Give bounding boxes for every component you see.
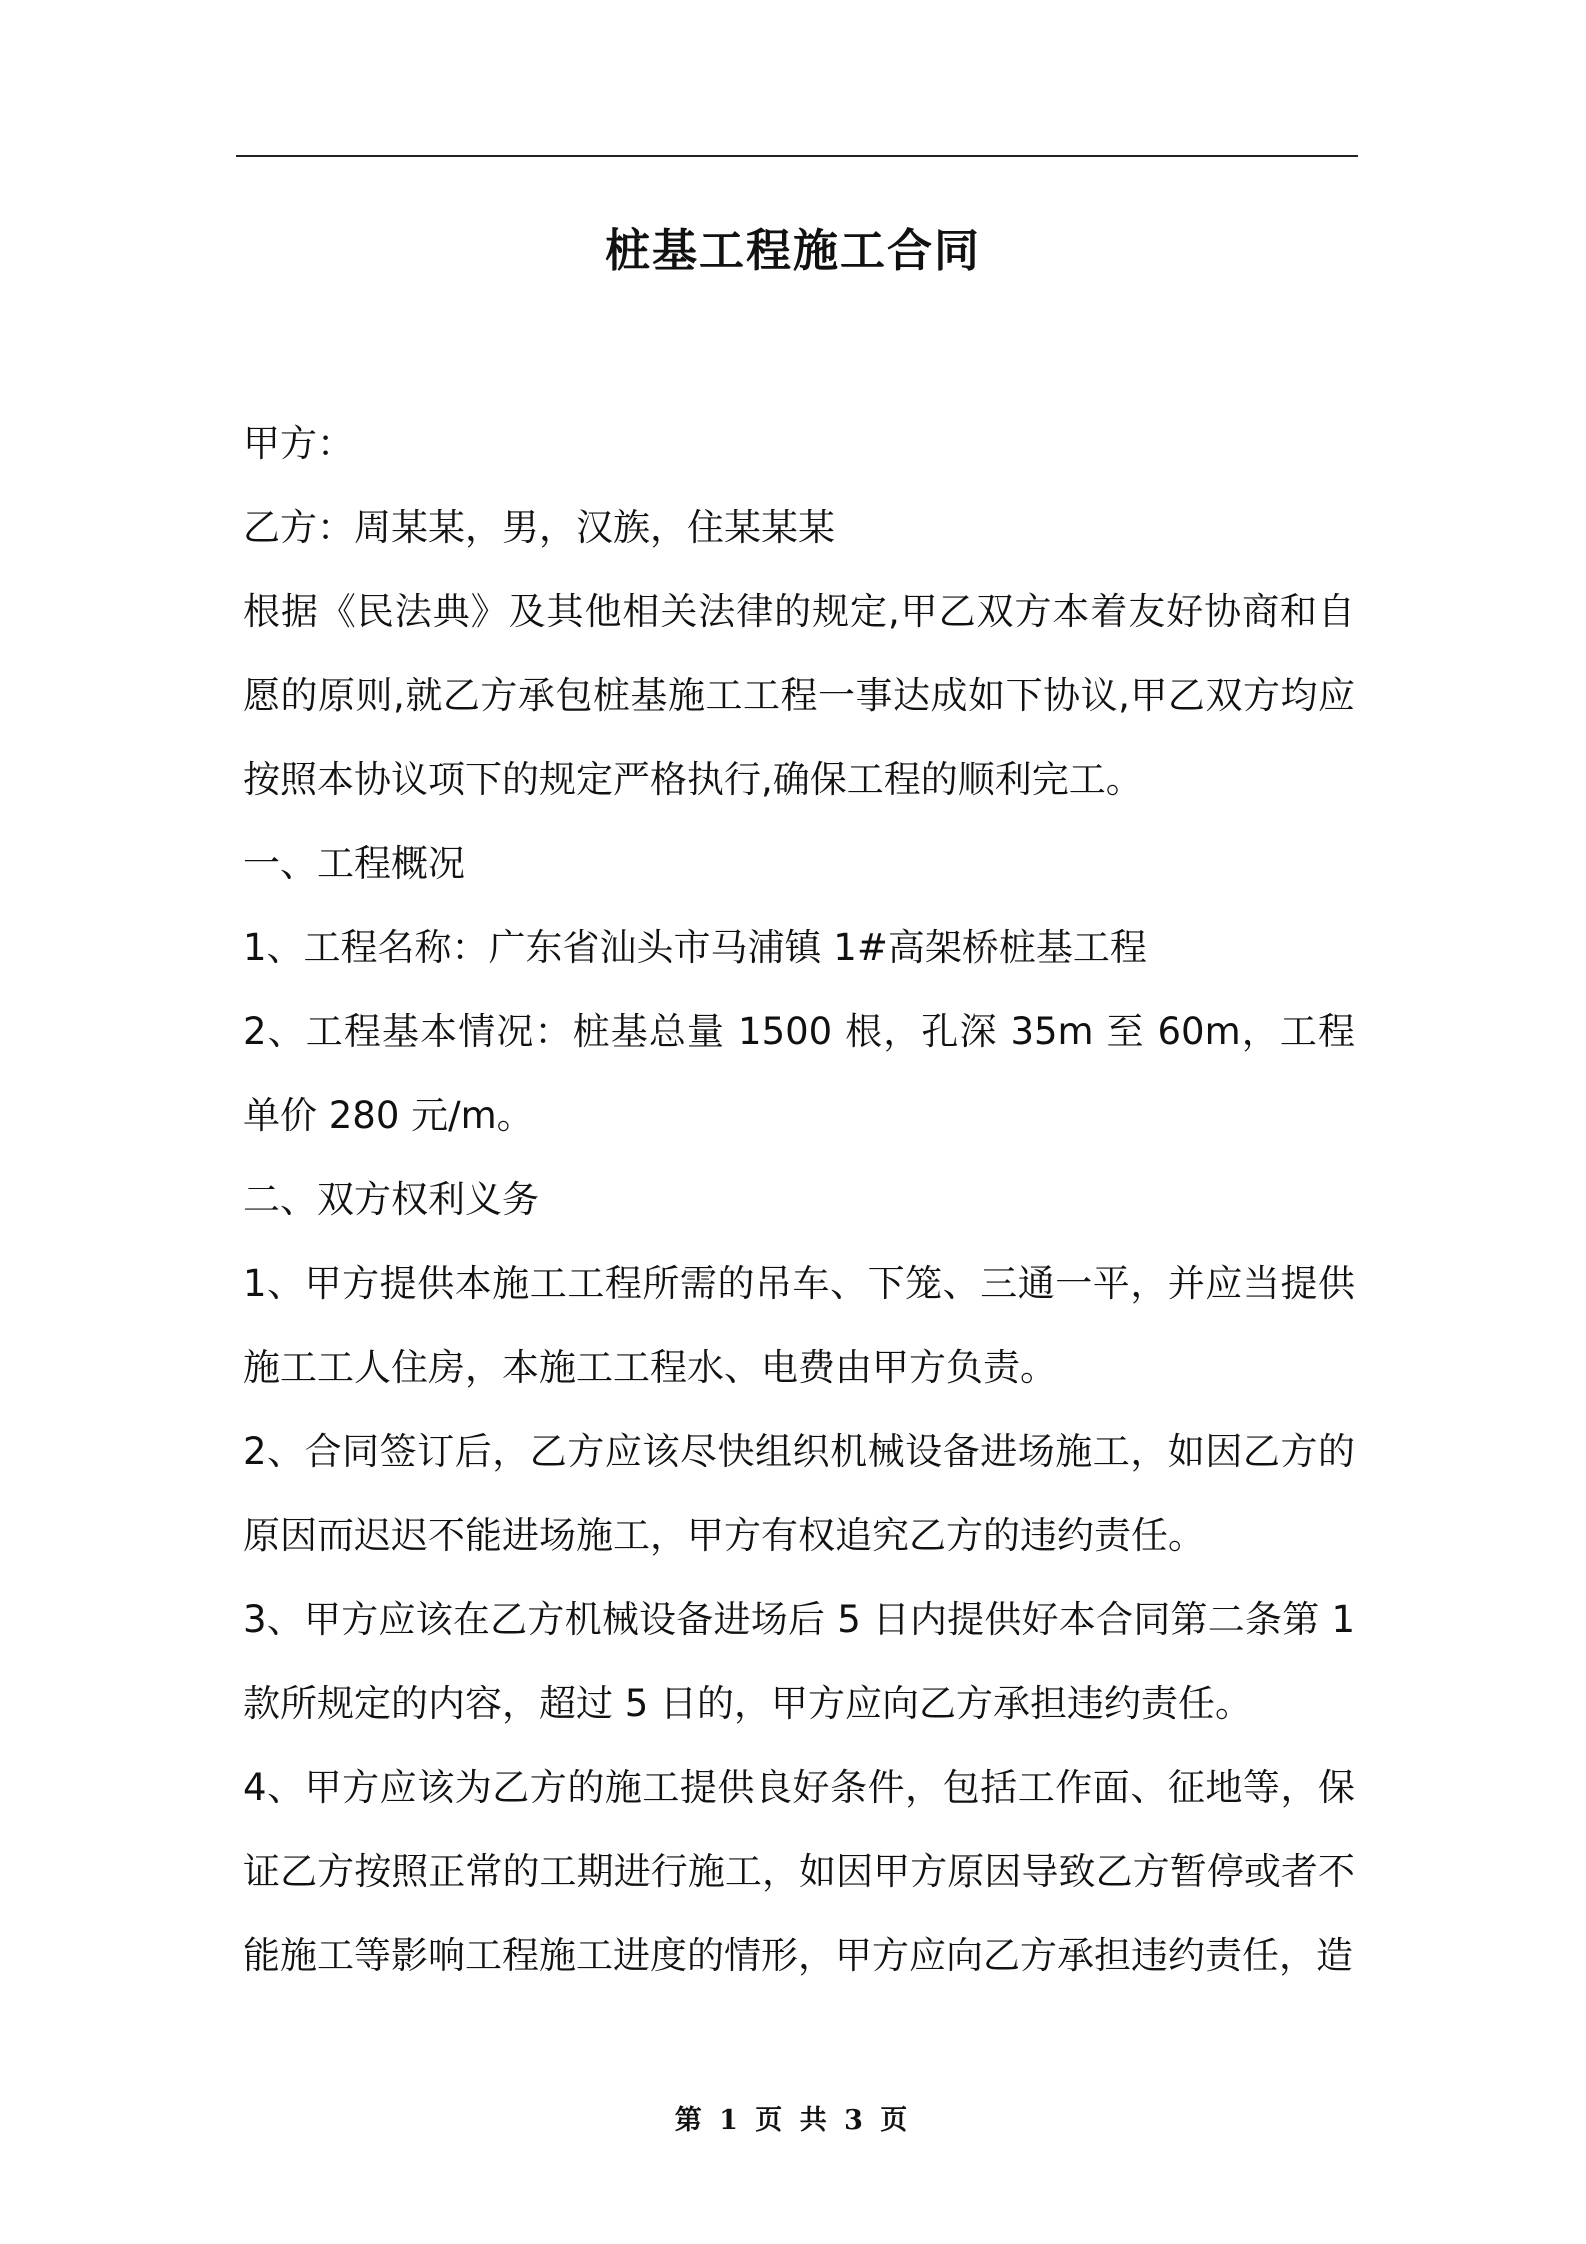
section-heading-rights: 二、双方权利义务 xyxy=(243,1178,539,1221)
header-rule xyxy=(236,155,1358,157)
clause-2-1: 1、甲方提供本施工工程所需的吊车、下笼、三通一平，并应当提供施工工人住房，本施工工程水、电费由甲方负责。 xyxy=(243,1262,1355,1389)
clause-2-2: 2、合同签订后，乙方应该尽快组织机械设备进场施工，如因乙方的原因而迟迟不能进场施工，甲方有权追究乙方的违约责任。 xyxy=(243,1430,1355,1557)
party-a-line: 甲方： xyxy=(243,422,354,465)
page-number-footer: 第 1 页 共 3 页 xyxy=(674,2105,912,2136)
section-heading-overview: 一、工程概况 xyxy=(243,842,465,885)
clause-1-2: 2、工程基本情况：桩基总量 1500 根，孔深 35m 至 60m，工程单价 280 元/m。 xyxy=(243,1010,1355,1137)
preamble-paragraph: 根据《民法典》及其他相关法律的规定,甲乙双方本着友好协商和自愿的原则,就乙方承包桩基施工工程一事达成如下协议,甲乙双方均应按照本协议项下的规定严格执行,确保工程的顺利完工。 xyxy=(243,590,1355,801)
document-body xyxy=(243,402,1355,1998)
clause-2-3: 3、甲方应该在乙方机械设备进场后 5 日内提供好本合同第二条第 1 款所规定的内容，超过 5 日的，甲方应向乙方承担违约责任。 xyxy=(243,1598,1355,1725)
clause-1-1: 1、工程名称：广东省汕头市马浦镇 1#高架桥桩基工程 xyxy=(243,926,1147,969)
party-b-line: 乙方：周某某，男，汉族，住某某某 xyxy=(243,506,835,549)
clause-2-4: 4、甲方应该为乙方的施工提供良好条件，包括工作面、征地等，保证乙方按照正常的工期进行施工，如因甲方原因导致乙方暂停或者不能施工等影响工程施工进度的情形，甲方应向乙方承担违约责任，造 xyxy=(243,1766,1355,1977)
document-title: 桩基工程施工合同 xyxy=(604,224,981,277)
